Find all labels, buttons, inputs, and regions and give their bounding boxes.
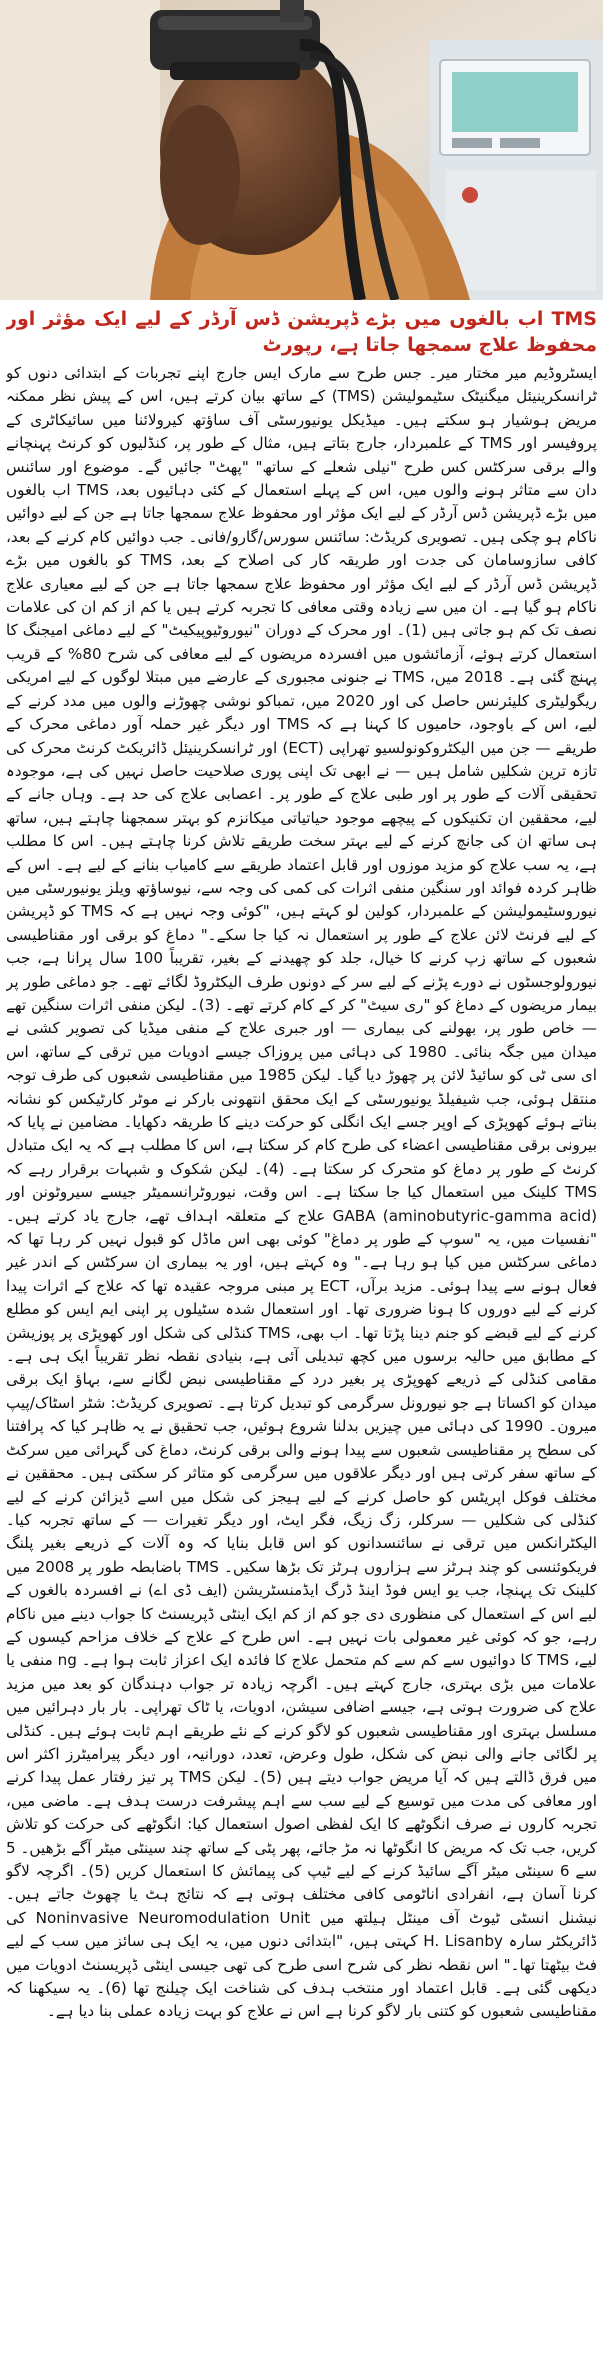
article: [6, 306, 597, 2352]
tms-device-photo: [0, 0, 603, 300]
article-headline: TMS اب بالغوں میں بڑے ڈپریشن ڈس آرڈر کے لیے ایک مؤثر اور محفوظ علاج سمجھا جاتا ہے، رپورٹ: [6, 308, 597, 356]
hero-photo-tms-treatment: [0, 0, 603, 300]
article-body: ایسٹروڈیم میر مختار میر۔ جس طرح سے مارک ایس جارج اپنے تجربات کے ابتدائی دنوں کو ٹرانسکرینیئل میگنیٹک سٹیمولیشن (TMS) کے ساتھ بیان کرتے ہیں، اس کے پیش نظر ممکنہ مریض ہوشیار ہو سکتے ہیں۔ میڈیکل یونیورسٹی آف ساؤتھ کیرولائنا میں سائیکاٹری کے پروفیسر اور TMS کے علمبردار، جارج بتاتے ہیں، مثال کے طور پر، کنڈلیوں کو کرنٹ پہنچانے والے برقی سرکٹس کس طرح "نیلی شعلے کے ساتھ" "پھٹ" جائیں گے۔ موضوع اور سائنس دان سے متاثر ہونے والوں میں، اس کے پہلے استعمال کے کئی دہائیوں بعد، TMS اب بالغوں میں بڑے ڈپریشن ڈس آرڈر کے لیے ایک مؤثر اور محفوظ علاج سمجھا جاتا ہے جن کے لیے دوائیں ناکام ہو چکی ہیں۔ تصویری کریڈٹ: سائنس سورس/گارو/فانی۔ جب دوائیں کام کرنے کے بعد، کافی سازوسامان کی جدت اور طریقہ کار کی اصلاح کے بعد، TMS کو بالغوں میں بڑے ڈپریشن ڈس آرڈر کے لیے ایک مؤثر اور محفوظ علاج سمجھا جاتا ہے جن کے لیے معیاری علاج ناکام ہو گیا ہے۔ ان میں سے زیادہ وقتی معافی کا تجربہ کرتے ہیں یا کم از کم ان کی علامات نصف تک کم ہو جاتی ہیں (1)۔ اور محرک کے دوران "نیوروٹیوپیکیٹ" کے لیے دماغی امیجنگ کا استعمال کرتے ہوئے، آزمائشوں میں افسردہ مریضوں کے لیے معافی کی شرح 80% کے قریب پہنچ گئی ہے۔ 2018 میں، TMS نے جنونی مجبوری کے عارضے میں مبتلا لوگوں کے لیے امریکی ریگولیٹری کلیئرنس حاصل کی اور 2020 میں، تمباکو نوشی چھوڑنے والوں میں مدد کرنے کے لیے، اس کے باوجود، حامیوں کا کہنا ہے کہ TMS اور دیگر غیر حملہ آور دماغی محرک کے طریقے — جن میں الیکٹروکونولسیو تھراپی (ECT) اور ٹرانسکرینیئل ڈائریکٹ کرنٹ محرک کی تازہ ترین شکلیں شامل ہیں — نے ابھی تک اپنی پوری صلاحیت حاصل نہیں کی ہے، موجودہ تحقیقی آلات کے طور پر اور طبی علاج کے طور پر۔ اعصابی علاج کی حد ہے۔ وہاں جانے کے لیے، محققین ان تکنیکوں کے پیچھے موجود حیاتیاتی میکانزم کو بہتر سمجھنا چاہتے ہیں، ساتھ ہی ساتھ ان کی جانچ کرنے کے لیے بہتر سخت طریقے تلاش کرنا چاہتے ہیں۔ اس کا مطلب ہے، یہ سب علاج کو مزید موزوں اور قابل اعتماد طریقے سے کامیاب بنانے کے لیے ہے۔ اس کے ظاہر کردہ فوائد اور سنگین منفی اثرات کی کمی کی وجہ سے، نیوساؤتھ ویلز یونیورسٹی میں نیوروسٹیمولیشن کے علمبردار، کولین لو کہتے ہیں، "کوئی وجہ نہیں ہے کہ TMS کو ڈپریشن کے لیے فرنٹ لائن علاج کے طور پر استعمال نہ کیا جا سکے۔" دماغ کو برقی اور مقناطیسی شعبوں کے ساتھ زپ کرنے کا خیال، جلد کو چھیدنے کے بغیر، تقریباً 100 سال پرانا ہے، جب نیورولوجسٹوں نے دورے پڑنے کے لیے سر کے دونوں طرف الیکٹروڈ لگائے تھے۔ جو دماغی طور پر بیمار مریضوں کے دماغ کو "ری سیٹ" کر کے کام کرتے تھے۔ (3)۔ لیکن منفی اثرات سنگین تھے — خاص طور پر، بھولنے کی بیماری — اور جبری علاج کے منفی میڈیا کی تصویر کشی نے میدان میں جگہ بنائی۔ 1980 کی دہائی میں پروزاک جیسے ادویات میں ترقی کے ساتھ، اس ای سی ٹی کو سائیڈ لائن پر چھوڑ دیا گیا۔ لیکن 1985 میں مقناطیسی شعبوں کی طرف توجہ منتقل ہوئی، جب شیفیلڈ یونیورسٹی کے ایک محقق انتھونی بارکر نے موٹر کارٹیکس کو نشانہ بناتے ہوئے کھوپڑی کے اوپر جسے ایک انگلی کو حرکت دینے کا طریقہ دکھایا۔ مضامین نے پایا کہ بیرونی برقی مقناطیسی اعضاء کی طرح کام کر سکتا ہے، اس کا مطلب ہے کہ یہ ایک متبادل کرنٹ کے طور پر دماغ کو متحرک کر سکتا ہے۔ (4)۔ لیکن شکوک و شبہات برقرار رہے کہ TMS کلینک میں استعمال کیا جا سکتا ہے۔ اس وقت، نیوروٹرانسمیٹر جیسے سیروٹونن اور GABA (aminobutyric-gamma acid) علاج کے متعلقہ اہداف تھے، جارج یاد کرتے ہیں۔ "نفسیات میں، یہ "سوپ کے طور پر دماغ" کوئی بھی اس ماڈل کو قبول نہیں کر رہا تھا کہ دماغی سرکٹس میں کیا ہو رہا ہے۔" وہ کہتے ہیں، اور یہ بیماری ان سرکٹس کے اندر غیر فعال ہونے سے پیدا ہوئی۔ مزید برآں، ECT پر مبنی مروجہ عقیدہ تھا کہ علاج کے اثرات پیدا کرنے کے لیے دوروں کا ہونا ضروری تھا۔ اور استعمال شدہ سٹیلوں پر اپنی ایم ایس کو مطلع کرنے کے لیے قبضے کو جنم دینا پڑتا تھا۔ اب بھی، TMS کنڈلی کی شکل اور کھوپڑی پر پوزیشن کے مطابق میں حالیہ برسوں میں کچھ تبدیلی آئی ہے، بنیادی نقطہ نظر تقریباً ایک ہی ہے۔ مقامی کنڈلی کے ذریعے کھوپڑی پر بغیر درد کے مقناطیسی نبض لگانے سے، بہاؤ ایک برقی میدان کو اکساتا ہے جو نیورونل سرگرمی کو تبدیل کرتا ہے۔ تصویری کریڈٹ: شٹر اسٹاک/پیپ میرون۔ 1990 کی دہائی میں چیزیں بدلنا شروع ہوئیں، جب تحقیق نے یہ ظاہر کیا کہ پرافتنا کی سطح پر مقناطیسی شعبوں سے پیدا ہونے والی برقی کرنٹ، دماغ کی گہرائی میں سرکٹ کے ساتھ سفر کرتی ہیں اور دیگر علاقوں میں سرگرمی کو متاثر کر سکتی ہیں۔ محققین نے مختلف فوکل اپریٹس کو حاصل کرنے کے لیے ہیجز کی شکل میں اسے ڈیزائن کرنے کے لیے کنڈلی کی شکلیں — سرکلر، زگ زیگ، فگر ایٹ، اور دیگر تغیرات — کے ساتھ تجربہ کیا۔ الیکٹرانکس میں ترقی نے سائنسدانوں کو اس قابل بنایا کہ وہ آلات کے ذریعے بغیر پلنگ فریکوئنسی کو چند ہرٹز سے ہزاروں ہرٹز تک بڑھا سکیں۔ TMS باضابطہ طور پر 2008 میں کلینک تک پہنچا، جب یو ایس فوڈ اینڈ ڈرگ ایڈمنسٹریشن (ایف ڈی اے) نے افسردہ بالغوں کے لیے اس کے استعمال کی منظوری دی جو کم از کم ایک اینٹی ڈپریسنٹ کا جواب دینے میں ناکام رہے، جو کہ کوئی غیر معمولی بات نہیں ہے۔ اس طرح کے علاج کے خلاف مزاحم کیسوں کے لیے، TMS کا دوائیوں سے کم سے کم متحمل علاج کا فائدہ ایک اعزاز ثابت ہوا ہے۔ ng منفی یا علامات میں بڑی بہتری، جارج کہتے ہیں۔ اگرچہ زیادہ تر جواب دہندگان کو بعد میں مزید علاج کی ضرورت ہوتی ہے، جیسے اضافی سیشن، ادویات، یا ٹاک تھراپی۔ بار بار دہرائیں میں مسلسل بہتری اور مقناطیسی شعبوں کو لاگو کرنے کے نئے طریقے اہم ثابت ہوئے ہیں۔ کنڈلی پر لگائی جانے والی نبض کی شکل، طول وعرض، تعدد، دورانیہ، اور دیگر پیرامیٹرز اکثر اس میں فرق ڈالتے ہیں کہ آیا مریض جواب دیتے ہیں (5)۔ لیکن TMS پر تیز رفتار عمل پیدا کرنے اور معافی کی مدت میں توسیع کے لیے سب سے اہم پیشرفت درست ہدف ہے۔ ماضی میں، تجربہ کاروں نے صرف انگوٹھے کا ایک لفظی اصول استعمال کیا: انگوٹھے کی حرکت کو تلاش کریں، جب تک کہ مریض کا انگوٹھا نہ مڑ جائے، پھر پٹی کے ساتھ چند سینٹی میٹر آگے بڑھیں۔ 5 سے 6 سینٹی میٹر آگے سائیڈ کرنے کے لیے ٹیپ کی پیمائش کا استعمال کریں (5)۔ اگرچہ لاگو کرنا آسان ہے، انفرادی اناٹومی کافی مختلف ہوتی ہے کہ نتائج ہٹ یا چھوٹ جاتے ہیں۔ نیشنل انسٹی ٹیوٹ آف مینٹل ہیلتھ میں Noninvasive Neuromodulation Unit کی ڈائریکٹر سارہ H. Lisanby کہتی ہیں، "ابتدائی دنوں میں، یہ ایک ہی سائز میں سب کے لیے فٹ بیٹھتا تھا۔" اس نقطہ نظر کی شرح اسی طرح کی تھی جیسی اینٹی ڈپریسنٹ ادویات میں دیکھی گئی ہے۔ قابل اعتماد اور منتخب ہدف کی شناخت ایک چیلنج تھا (6)۔ یہ سیکھنا کہ مقناطیسی شعبوں کو کتنی بار لاگو کرنا ہے اس نے علاج کو بہت زیادہ عملی بنا دیا ہے۔: [6, 364, 597, 2021]
